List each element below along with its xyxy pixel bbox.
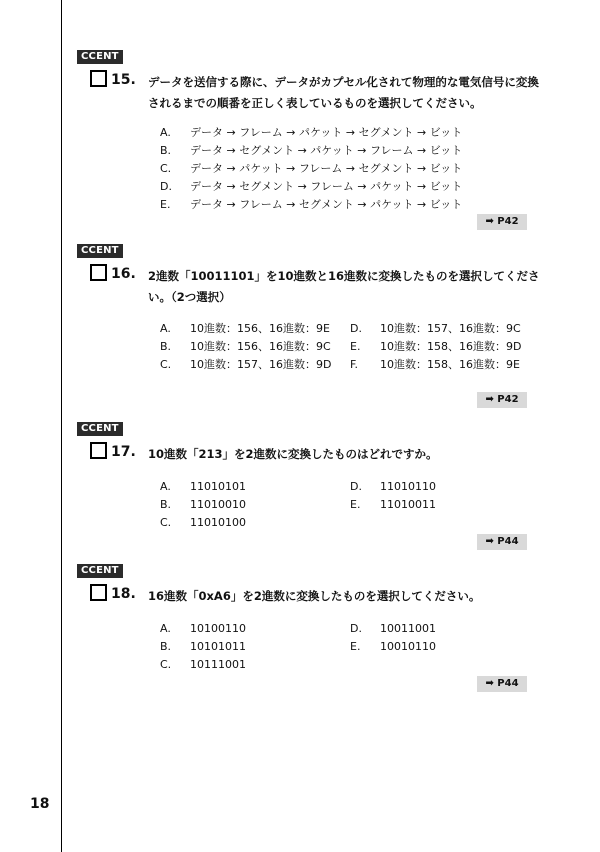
question-text: 10進数「213」を2進数に変換したものはどれですか。 <box>148 447 438 461</box>
option-a: A. 10100110 <box>160 622 246 635</box>
question-text: 16進数「0xA6」を2進数に変換したものを選択してください。 <box>148 589 481 603</box>
option-e: E. 10進数：158、16進数：9D <box>350 340 522 353</box>
option-c: C. 10111001 <box>160 658 246 671</box>
page-reference: ➡ P44 <box>477 534 527 550</box>
option-e: E. データ → フレーム → セグメント → パケット → ビット <box>160 198 463 211</box>
question-number: 15. <box>111 72 136 88</box>
answer-checkbox[interactable] <box>90 264 107 281</box>
option-d: D. 10進数：157、16進数：9C <box>350 322 521 335</box>
option-a: A. 11010101 <box>160 480 246 493</box>
ccent-badge: CCENT <box>77 422 123 436</box>
ccent-badge: CCENT <box>77 564 123 578</box>
answer-checkbox[interactable] <box>90 584 107 601</box>
option-b: B. データ → セグメント → パケット → フレーム → ビット <box>160 144 463 157</box>
question-number: 17. <box>111 444 136 460</box>
option-b: B. 10進数：156、16進数：9C <box>160 340 331 353</box>
option-c: C. 11010100 <box>160 516 246 529</box>
ccent-badge: CCENT <box>77 50 123 64</box>
page-reference: ➡ P44 <box>477 676 527 692</box>
option-d: D. データ → セグメント → フレーム → パケット → ビット <box>160 180 463 193</box>
page-number: 18 <box>30 796 50 812</box>
option-d: D. 11010110 <box>350 480 436 493</box>
option-e: E. 10010110 <box>350 640 436 653</box>
margin-rule <box>61 0 62 852</box>
option-b: B. 11010010 <box>160 498 246 511</box>
answer-checkbox[interactable] <box>90 70 107 87</box>
option-c: C. データ → パケット → フレーム → セグメント → ビット <box>160 162 463 175</box>
page-reference: ➡ P42 <box>477 214 527 230</box>
option-a: A. データ → フレーム → パケット → セグメント → ビット <box>160 126 463 139</box>
question-number: 18. <box>111 586 136 602</box>
answer-checkbox[interactable] <box>90 442 107 459</box>
option-f: F. 10進数：158、16進数：9E <box>350 358 520 371</box>
option-c: C. 10進数：157、16進数：9D <box>160 358 332 371</box>
option-b: B. 10101011 <box>160 640 246 653</box>
question-text: 2進数「10011101」を10進数と16進数に変換したものを選択してください。（2つ選択） <box>148 269 540 304</box>
option-e: E. 11010011 <box>350 498 436 511</box>
question-number: 16. <box>111 266 136 282</box>
question-text: データを送信する際に、データがカプセル化されて物理的な電気信号に変換されるまでの順番を正しく表しているものを選択してください。 <box>148 75 539 110</box>
page-reference: ➡ P42 <box>477 392 527 408</box>
ccent-badge: CCENT <box>77 244 123 258</box>
option-d: D. 10011001 <box>350 622 436 635</box>
option-a: A. 10進数：156、16進数：9E <box>160 322 330 335</box>
